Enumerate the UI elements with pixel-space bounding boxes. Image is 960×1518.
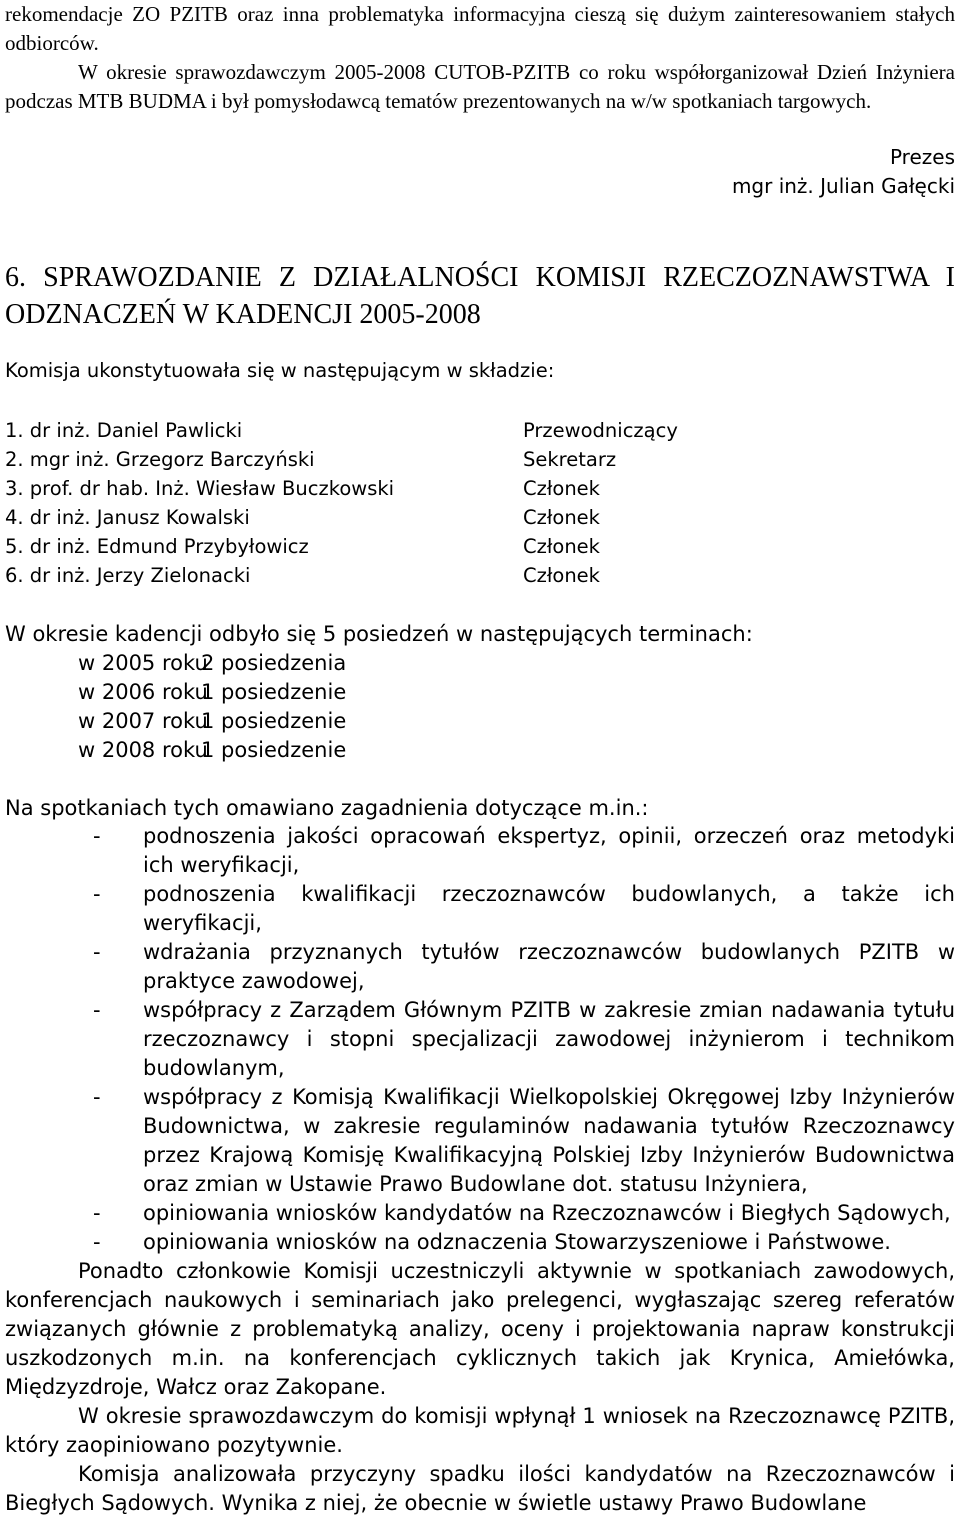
- topic-item: [5, 996, 955, 1083]
- members-list: [5, 416, 955, 590]
- top-text: [5, 0, 955, 116]
- list-dash: -: [93, 1201, 101, 1225]
- member-role: Członek: [523, 477, 600, 500]
- member-name: 5. dr inż. Edmund Przybyłowicz: [5, 535, 309, 558]
- topic-text: współpracy z Komisją Kwalifikacji Wielkopolskiej Okręgowej Izby Inżynierów Budownictwa, w zakresie regulaminów nadawania tytułów Rzeczoznawcy przez Krajową Komisję Kwalifikacyjną Polskiej Izby Inżynierów Budownictwa oraz zmian w Ustawie Prawo Budowlane dot. statusu Inżyniera,: [143, 1085, 955, 1196]
- section-heading: 6. SPRAWOZDANIE Z DZIAŁALNOŚCI KOMISJI RZECZOZNAWSTWA I ODZNACZEŃ W KADENCJI 2005-2008: [5, 262, 955, 330]
- topic-text: współpracy z Zarządem Głównym PZITB w zakresie zmian nadawania tytułu rzeczoznawcy i stopni specjalizacji zawodowej inżynierom i technikom budowlanym,: [143, 998, 955, 1080]
- member-name: 1. dr inż. Daniel Pawlicki: [5, 419, 243, 442]
- document-page: [5, 0, 955, 1515]
- topic-item: [5, 938, 955, 996]
- meeting-year: w 2007 roku: [78, 709, 208, 733]
- member-row: [5, 561, 955, 590]
- member-row: [5, 532, 955, 561]
- signature-role: Prezes: [889, 145, 955, 169]
- topics-list: [5, 822, 955, 1257]
- paragraph-analysis: Komisja analizowała przyczyny spadku ilości kandydatów na Rzeczoznawców i Biegłych Sądowych. Wynika z niej, że obecnie w świetle ustawy Prawo Budowlane: [5, 1462, 955, 1515]
- meetings-intro: W okresie kadencji odbyło się 5 posiedzeń w następujących terminach:: [5, 622, 753, 646]
- member-row: [5, 503, 955, 532]
- member-role: Członek: [523, 564, 600, 587]
- meeting-year: w 2006 roku: [78, 680, 208, 704]
- member-row: [5, 474, 955, 503]
- list-dash: -: [93, 824, 101, 848]
- member-name: 6. dr inż. Jerzy Zielonacki: [5, 564, 251, 587]
- meeting-count: 2 posiedzenia: [201, 651, 347, 675]
- closing-paragraphs: [5, 1257, 955, 1518]
- signature-block: [732, 143, 955, 201]
- paragraph-continuation: rekomendacje ZO PZITB oraz inna problematyka informacyjna cieszą się dużym zainteresowaniem stałych odbiorców.: [5, 2, 955, 55]
- member-name: 4. dr inż. Janusz Kowalski: [5, 506, 250, 529]
- list-dash: -: [93, 940, 101, 964]
- topic-item: [5, 880, 955, 938]
- topic-text: podnoszenia kwalifikacji rzeczoznawców budowlanych, a także ich weryfikacji,: [143, 882, 955, 935]
- meetings-list: [78, 649, 478, 765]
- member-role: Przewodniczący: [523, 419, 678, 442]
- member-role: Członek: [523, 506, 600, 529]
- topic-text: wdrażania przyznanych tytułów rzeczoznawców budowlanych PZITB w praktyce zawodowej,: [143, 940, 955, 993]
- meeting-count: 1 posiedzenie: [201, 680, 347, 704]
- paragraph-budma: W okresie sprawozdawczym 2005-2008 CUTOB-PZITB co roku współorganizował Dzień Inżyniera podczas MTB BUDMA i był pomysłodawcą tematów prezentowanych na w/w spotkaniach targowych.: [5, 60, 955, 113]
- member-role: Sekretarz: [523, 448, 617, 471]
- meeting-row: [78, 736, 478, 765]
- topic-item: [5, 822, 955, 880]
- list-dash: -: [93, 998, 101, 1022]
- topic-item: [5, 1083, 955, 1199]
- topic-text: opiniowania wniosków na odznaczenia Stowarzyszeniowe i Państwowe.: [143, 1230, 891, 1254]
- list-dash: -: [93, 1230, 101, 1254]
- meeting-year: w 2008 roku: [78, 738, 208, 762]
- topic-item: [5, 1199, 955, 1228]
- list-dash: -: [93, 1085, 101, 1109]
- topics-intro: Na spotkaniach tych omawiano zagadnienia dotyczące m.in.:: [5, 796, 649, 820]
- topic-text: opiniowania wniosków kandydatów na Rzeczoznawców i Biegłych Sądowych,: [143, 1201, 951, 1225]
- meeting-count: 1 posiedzenie: [201, 709, 347, 733]
- paragraph-applications: W okresie sprawozdawczym do komisji wpłynął 1 wniosek na Rzeczoznawcę PZITB, który zaopiniowano pozytywnie.: [5, 1404, 955, 1457]
- meeting-count: 1 posiedzenie: [201, 738, 347, 762]
- meeting-row: [78, 707, 478, 736]
- topic-text: podnoszenia jakości opracowań ekspertyz, opinii, orzeczeń oraz metodyki ich weryfikacji,: [143, 824, 955, 877]
- signature-name: mgr inż. Julian Gałęcki: [731, 174, 955, 198]
- meeting-row: [78, 649, 478, 678]
- topic-item: [5, 1228, 955, 1257]
- list-dash: -: [93, 882, 101, 906]
- member-name: 3. prof. dr hab. Inż. Wiesław Buczkowski: [5, 477, 395, 500]
- meeting-row: [78, 678, 478, 707]
- member-role: Członek: [523, 535, 600, 558]
- member-row: [5, 445, 955, 474]
- committee-intro: Komisja ukonstytuowała się w następującym w składzie:: [5, 359, 555, 382]
- meeting-year: w 2005 roku: [78, 651, 208, 675]
- paragraph-conferences: Ponadto członkowie Komisji uczestniczyli aktywnie w spotkaniach zawodowych, konferencjach naukowych i seminariach jako prelegenci, wygłaszając szereg referatów związanych głównie z problematyką analizy, oceny i projektowania napraw konstrukcji uszkodzonych m.in. na konferencjach cyklicznych takich jak Krynica, Amiełówka, Międzyzdroje, Wałcz oraz Zakopane.: [5, 1259, 955, 1399]
- member-name: 2. mgr inż. Grzegorz Barczyński: [5, 448, 315, 471]
- member-row: [5, 416, 955, 445]
